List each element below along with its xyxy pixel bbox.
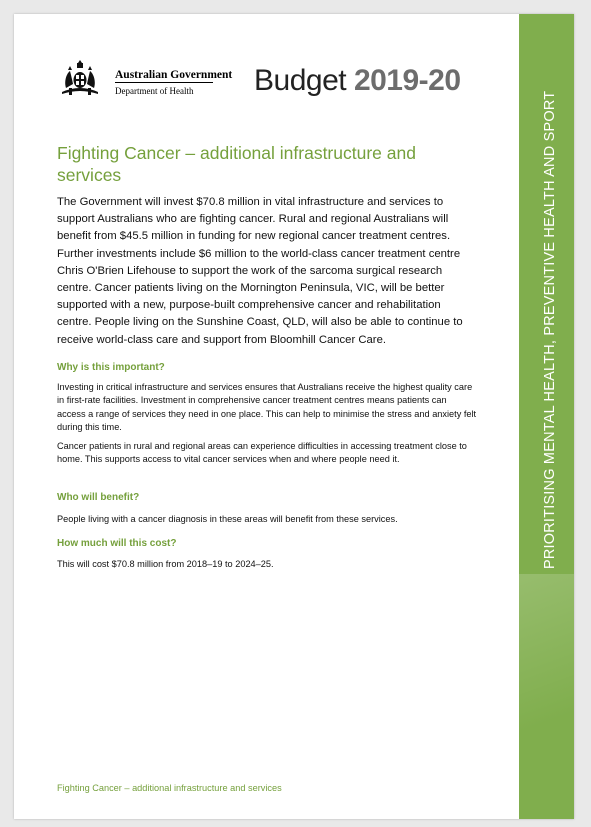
cost-paragraph: This will cost $70.8 million from 2018–19 to 2024–25. <box>57 559 274 569</box>
section-heading-why: Why is this important? <box>57 362 165 373</box>
budget-year: 2019-20 <box>353 64 461 97</box>
department-name: Department of Health <box>115 86 194 96</box>
section-heading-who: Who will benefit? <box>57 492 140 503</box>
government-name: Australian Government <box>115 69 233 81</box>
coat-of-arms-icon <box>58 58 102 98</box>
who-paragraph: People living with a cancer diagnosis in these areas will benefit from these services. <box>57 514 398 524</box>
sidebar-label: PRIORITISING MENTAL HEALTH, PREVENTIVE HEALTH AND SPORT <box>542 90 558 569</box>
sidebar-decoration <box>519 574 574 819</box>
page-footer: Fighting Cancer – additional infrastructure and services <box>57 783 282 793</box>
budget-heading <box>254 64 461 98</box>
section-heading-cost: How much will this cost? <box>57 538 177 549</box>
government-divider <box>115 82 213 83</box>
why-paragraph-1: Investing in critical infrastructure and services ensures that Australians receive the highest quality care in first-rate facilities. Investment in comprehensive cancer treatment centres means patients can access a range of services they need in one place. This can help to minimise the stress and anxiety felt during this time. <box>57 382 477 432</box>
document-page <box>14 14 574 819</box>
page-title: Fighting Cancer – additional infrastructure and services <box>57 143 416 185</box>
budget-word: Budget <box>254 64 347 97</box>
lead-paragraph: The Government will invest $70.8 million in vital infrastructure and services to support Australians who are fighting cancer. Rural and regional Australians will benefit from $45.5 million in funding for new regional cancer treatment centres. Further investments include $6 million to the world-class cancer treatment centre Chris O'Brien Lifehouse to support the work of the sarcoma surgical research centre. Cancer patients living on the Mornington Peninsula, VIC, will be better supported with a new, purpose-built comprehensive cancer and rehabilitation centre. People living on the Sunshine Coast, QLD, will also be able to continue to receive world-class care and support from Bloomhill Cancer Care. <box>57 196 463 346</box>
why-paragraph-2: Cancer patients in rural and regional areas can experience difficulties in accessing treatment close to home. This supports access to vital cancer services when and where people need it. <box>57 441 467 465</box>
